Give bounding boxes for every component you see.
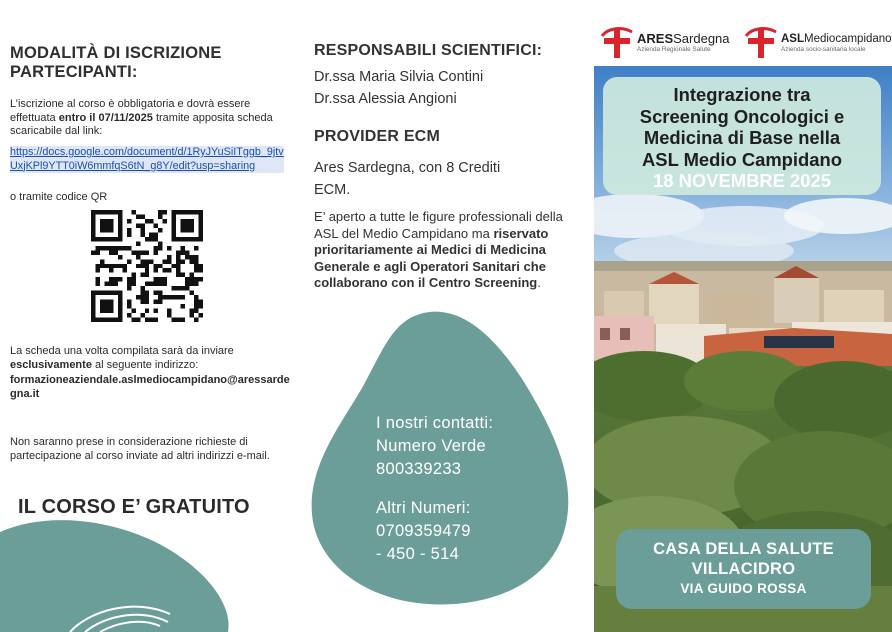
send-instructions [10,345,288,372]
audience-text-end: . [537,275,541,291]
event-title-line-1: Integrazione tra [673,84,811,105]
provider-line-1: Ares Sardegna, con 8 Crediti [314,160,501,176]
venue-box [616,529,871,609]
ares-logo-rest: Sardegna [673,31,730,46]
qr-code-icon[interactable] [91,210,203,322]
asl-logo-rest: Mediocampidano [804,33,892,45]
scientific-person-2: Dr.ssa Alessia Angioni [314,91,457,107]
right-panel [594,0,892,632]
audience-text-start: E’ aperto a tutte le figure professionali della ASL del Medio Campidano ma [314,209,563,241]
green-number[interactable]: 800339233 [376,460,462,478]
send-exclusive: esclusivamente [10,358,92,371]
form-link[interactable]: https://docs.google.com/document/d/1RyJYuSiITggb_9jtvUxjKPl9YTT0iW6mmfqS6tN_g8Y/edit?usp=sharing [10,146,284,172]
intro-text: L’iscrizione al corso è obbligatoria e dovrà essere effettuata [10,98,251,124]
intro-text-end: tramite apposita scheda scaricabile dal link: [10,111,273,137]
venue-town: VILLACIDRO [691,560,796,578]
provider-line-2: ECM. [314,182,351,198]
asl-logo-subtitle: Azienda socio-sanitaria locale [781,46,866,53]
qr-caption: o tramite codice QR [10,191,108,203]
venue-name: CASA DELLA SALUTE [653,540,834,558]
ares-logo [600,26,730,60]
registration-intro [10,98,288,139]
asl-logo-bold: ASL [781,33,804,45]
deadline: entro il 07/11/2025 [58,111,153,124]
venue-street: VIA GUIDO ROSSA [680,581,807,596]
free-course-banner: IL CORSO E’ GRATUITO [18,496,250,518]
asl-cross-icon [744,26,778,60]
event-title-box [603,77,881,195]
event-date: 18 NOVEMBRE 2025 [653,170,831,191]
form-link-block [10,146,284,173]
other-number[interactable]: 0709359479 [376,522,471,540]
email-address[interactable]: formazioneaziendale.aslmediocampidano@aressardegna.it [10,374,290,400]
green-number-label: Numero Verde [376,437,486,455]
event-title-line-2: Screening Oncologici e [639,105,845,127]
ares-logo-bold: ARES [637,31,674,46]
scientific-heading: RESPONSABILI SCIENTIFICI: [314,42,543,59]
ares-logo-subtitle: Azienda Regionale Salute [637,46,711,53]
send-text: La scheda una volta compilata sarà da inviare [10,345,234,357]
send-text-end: al seguente indirizzo: [91,358,199,371]
registration-heading: MODALITÀ DI ISCRIZIONE PARTECIPANTI: [10,44,222,81]
other-numbers-label: Altri Numeri: [376,499,471,517]
warning-text: Non saranno prese in considerazione richieste di partecipazione al corso inviate ad altri indirizzi e-mail. [10,436,270,462]
logo-bar [594,0,892,66]
provider-heading: PROVIDER ECM [314,128,440,145]
decorative-blob-left [0,510,296,632]
audience-text [314,209,584,292]
event-title-line-4: ASL Medio Campidano [642,148,842,170]
middle-panel [296,0,594,632]
asl-logo [744,26,892,60]
event-title-line-3: Medicina di Base nella [643,127,841,148]
audience-priority: riservato prioritariamente ai Medici di Medicina Generale e agli Operatori Sanitari che collaborano con il Centro Screening [314,225,549,291]
left-panel [0,0,296,632]
other-extensions[interactable]: - 450 - 514 [376,545,460,563]
ares-cross-icon [600,26,634,60]
scientific-person-1: Dr.ssa Maria Silvia Contini [314,69,484,85]
contacts-title: I nostri contatti: [376,414,494,432]
